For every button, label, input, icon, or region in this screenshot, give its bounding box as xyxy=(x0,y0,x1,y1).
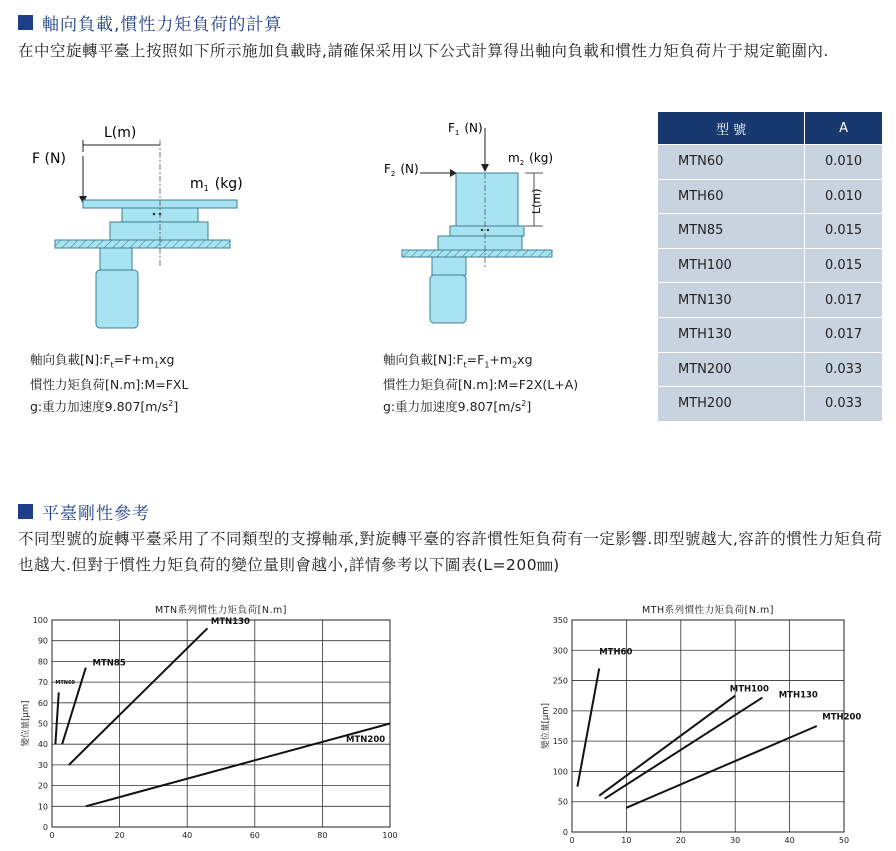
formula-gravity-2: g:重力加速度$9.807[m/s^2]$ xyxy=(383,398,532,414)
table-cell-model: MTN60 xyxy=(658,145,805,180)
force-label: F (N) xyxy=(32,151,66,167)
y-tick-label: 10 xyxy=(37,802,48,812)
motor-body xyxy=(96,270,138,328)
mounting-base xyxy=(55,240,230,248)
heading-square-icon xyxy=(18,15,33,30)
y-tick-label: 90 xyxy=(37,636,48,646)
x-tick-label: 20 xyxy=(675,836,686,845)
mtn-rigidity-chart xyxy=(10,593,400,843)
table-row xyxy=(658,179,882,214)
chart-title: MTH系列慣性力矩負荷[N.m] xyxy=(642,605,774,616)
series-label-mth130: MTH130 xyxy=(778,690,818,701)
series-label-mth60: MTH60 xyxy=(599,647,633,658)
formula-moment: 慣性力矩負荷[N.m]:M=FXL xyxy=(30,376,189,392)
section-title: 平臺剛性參考 xyxy=(42,504,150,524)
svg-text:F2(N): $F_2$ (N) xyxy=(384,162,419,178)
x-tick-label: 10 xyxy=(621,836,632,845)
section-paragraph: 不同型號的旋轉平臺采用了不同類型的支撐軸承,對旋轉平臺的容許慣性矩負荷有一定影響.即型號越大,容許的慣性力矩負荷也越大.但對于慣性力矩負荷的變位量則會越小,詳情參考以下圖表(L=200㎜) xyxy=(18,530,883,574)
x-tick-label: 60 xyxy=(249,831,260,840)
table-cell-a: 0.015 xyxy=(805,214,882,249)
section-paragraph: 在中空旋轉平臺上按照如下所示施加負載時,請確保采用以下公式計算得出軸向負載和慣性力矩負荷片于規定範圍內. xyxy=(18,42,829,60)
y-tick-label: 20 xyxy=(37,781,48,791)
table-row xyxy=(658,352,882,387)
turntable-body xyxy=(110,222,208,240)
table-cell-a: 0.010 xyxy=(805,179,882,214)
y-tick-label: 250 xyxy=(552,676,568,686)
table-row xyxy=(658,283,882,318)
mounting-base-2 xyxy=(402,250,552,257)
formula-moment-2: 慣性力矩負荷[N.m]:M=F2X(L+A) xyxy=(383,376,579,392)
section-title: 軸向負載,慣性力矩負荷的計算 xyxy=(42,15,283,35)
table-row xyxy=(658,145,882,180)
y-tick-label: 60 xyxy=(37,698,48,708)
load-diagram-1 xyxy=(30,118,250,333)
table-cell-a: 0.033 xyxy=(805,387,882,421)
x-tick-label: 40 xyxy=(182,831,193,840)
section-heading-rigidity xyxy=(18,499,150,524)
y-tick-label: 70 xyxy=(37,678,48,688)
x-tick-label: 30 xyxy=(730,836,741,845)
turntable-body-2 xyxy=(438,236,522,250)
x-tick-label: 50 xyxy=(838,836,850,845)
x-tick-label: 0 xyxy=(49,831,55,840)
table-row xyxy=(658,387,882,421)
table-cell-a: 0.017 xyxy=(805,283,882,318)
series-label-mtn200: MTN200 xyxy=(346,735,386,746)
section-heading-load xyxy=(18,10,282,35)
table-cell-model: MTH130 xyxy=(658,317,805,352)
table-row xyxy=(658,248,882,283)
series-label-mtn85: MTN85 xyxy=(92,658,126,669)
force1-arrow-head-icon xyxy=(481,164,489,172)
y-tick-label: 100 xyxy=(552,767,568,777)
y-tick-label: 0 xyxy=(42,823,48,832)
x-tick-label: 0 xyxy=(569,836,575,845)
y-tick-label: 200 xyxy=(552,706,568,716)
y-tick-label: 150 xyxy=(552,737,568,747)
table-cell-model: MTH100 xyxy=(658,248,805,283)
x-tick-label: 40 xyxy=(784,836,795,845)
y-tick-label: 350 xyxy=(552,616,568,625)
table-cell-a: 0.015 xyxy=(805,248,882,283)
table-cell-model: MTN200 xyxy=(658,352,805,387)
svg-text:F1(N): $F_1$ (N) xyxy=(448,121,483,137)
chart-title: MTN系列慣性力矩負荷[N.m] xyxy=(155,605,287,616)
y-tick-label: 0 xyxy=(562,828,568,837)
table-header-row xyxy=(658,112,882,145)
motor-body-2 xyxy=(430,275,466,323)
y-axis-label: 變位量[μm] xyxy=(21,700,31,747)
svg-text:m2(kg): $m_2$ (kg) xyxy=(508,151,554,167)
motor-flange xyxy=(100,248,132,270)
y-tick-label: 50 xyxy=(557,797,568,807)
series-label-mtn130: MTN130 xyxy=(210,617,250,628)
y-tick-label: 300 xyxy=(552,646,568,656)
table-cell-model: MTH60 xyxy=(658,179,805,214)
mth-rigidity-chart xyxy=(520,593,862,848)
table-cell-a: 0.033 xyxy=(805,352,882,387)
table-cell-model: MTN130 xyxy=(658,283,805,318)
y-axis-label: 變位量[μm] xyxy=(541,703,551,749)
formula-block-1 xyxy=(30,350,188,416)
series-label-mth100: MTH100 xyxy=(729,684,769,695)
heading-square-icon xyxy=(18,504,33,519)
x-tick-label: 100 xyxy=(382,831,398,840)
x-tick-label: 20 xyxy=(114,831,125,840)
table-cell-a: 0.010 xyxy=(805,145,882,180)
table-cell-model: MTN85 xyxy=(658,214,805,249)
table-row xyxy=(658,317,882,352)
table-header-a: A xyxy=(805,112,882,145)
y-tick-label: 100 xyxy=(32,616,48,625)
table-header-model: 型 號 xyxy=(658,112,805,145)
length-label: L(m) xyxy=(104,125,137,141)
y-tick-label: 50 xyxy=(37,719,48,729)
y-tick-label: 30 xyxy=(37,760,48,770)
formula-gravity: g:重力加速度$9.807[m/s^2]$ xyxy=(30,398,179,414)
table-cell-a: 0.017 xyxy=(805,317,882,352)
turntable-top-2 xyxy=(450,226,524,236)
series-line-mtn60 xyxy=(55,692,58,744)
y-tick-label: 80 xyxy=(37,657,48,667)
y-tick-label: 40 xyxy=(37,740,48,750)
load-diagram-2 xyxy=(380,118,570,333)
series-line-mth60 xyxy=(577,668,599,786)
series-label-mth200: MTH200 xyxy=(822,712,862,723)
formula-axial-load-2: 軸向負載$[N]:F_t=F_1+m_2xg$ xyxy=(383,352,533,370)
payload-block xyxy=(456,173,518,226)
formula-axial-load: 軸向負載$[N]:F_t=F+m_1xg$ xyxy=(30,352,175,370)
x-tick-label: 80 xyxy=(317,831,328,840)
series-label-mtn60: MTN60 xyxy=(55,680,75,687)
series-line-mtn85 xyxy=(62,668,86,745)
height-label: L(m) xyxy=(530,188,543,214)
motor-flange-2 xyxy=(432,257,466,275)
svg-text:m1(kg): $m_1$ (kg) xyxy=(190,176,243,193)
formula-block-2 xyxy=(383,350,578,416)
table-row xyxy=(658,214,882,249)
table-cell-model: MTH200 xyxy=(658,387,805,421)
model-a-table xyxy=(658,112,882,421)
